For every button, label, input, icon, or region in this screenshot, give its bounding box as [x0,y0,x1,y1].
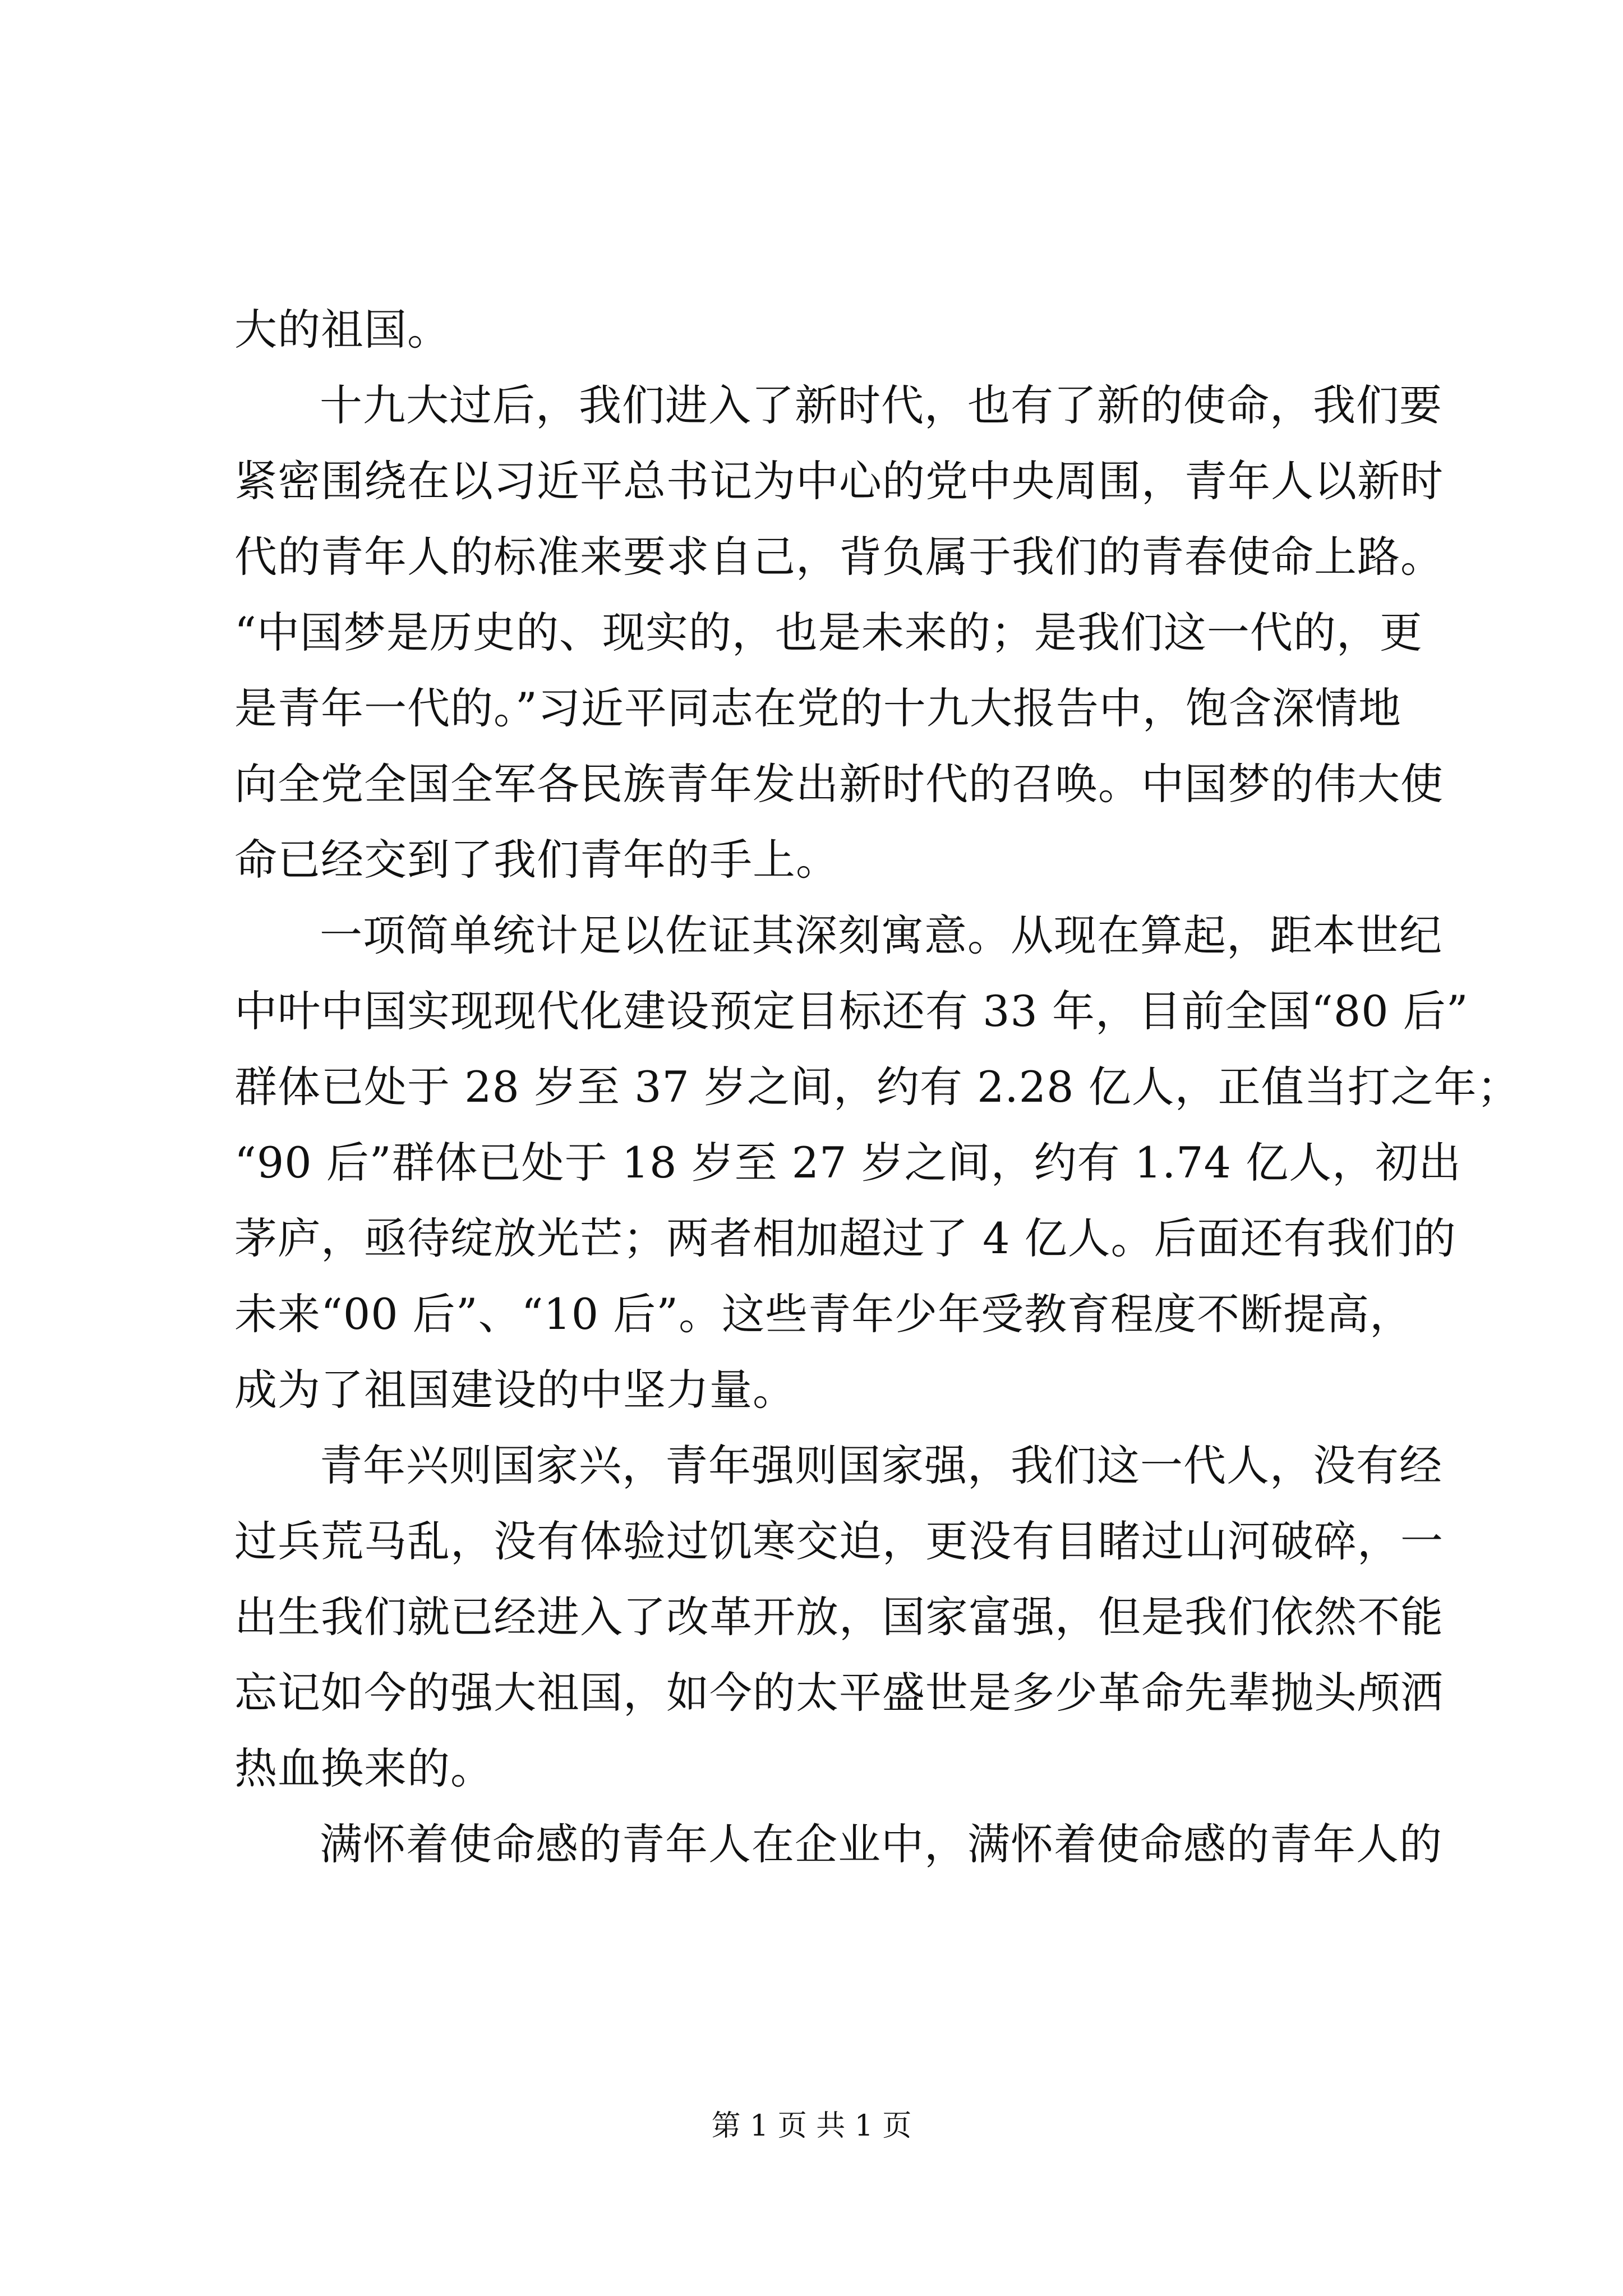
text-line: 未来“00 后”、“10 后”。这些青年少年受教育程度不断提高， [234,1289,1413,1339]
text-line: 过兵荒马乱，没有体验过饥寒交迫，更没有目睹过山河破碎，一 [234,1516,1444,1566]
text-line: 成为了祖国建设的中坚力量。 [234,1365,796,1415]
text-line: 青年兴则国家兴，青年强则国家强，我们这一代人，没有经 [320,1441,1442,1490]
text-line: 中叶中国实现现代化建设预定目标还有 33 年，目前全国“80 后” [234,986,1469,1036]
document-body [234,292,1520,1882]
text-line: 紧密围绕在以习近平总书记为中心的党中央周围，青年人以新时 [234,456,1444,506]
text-line: 茅庐，亟待绽放光芒；两者相加超过了 4 亿人。后面还有我们的 [234,1213,1456,1263]
text-line: 群体已处于 28 岁至 37 岁之间，约有 2.28 亿人，正值当打之年； [234,1062,1520,1112]
text-line: 向全党全国全军各民族青年发出新时代的召唤。中国梦的伟大使 [234,759,1444,809]
text-line: 大的祖国。 [234,305,450,355]
text-line: 满怀着使命感的青年人在企业中，满怀着使命感的青年人的 [320,1819,1442,1869]
text-line: “中国梦是历史的、现实的，也是未来的；是我们这一代的，更 [234,608,1423,657]
text-line: 是青年一代的。”习近平同志在党的十九大报告中，饱含深情地 [234,683,1401,733]
text-line: 热血换来的。 [234,1743,494,1793]
text-line: 代的青年人的标准来要求自己，背负属于我们的青春使命上路。 [234,532,1444,582]
text-line: 命已经交到了我们青年的手上。 [234,835,839,885]
text-line: “90 后”群体已处于 18 岁至 27 岁之间，约有 1.74 亿人，初出 [234,1138,1462,1188]
text-line: 忘记如今的强大祖国，如今的太平盛世是多少革命先辈抛头颅洒 [234,1668,1444,1718]
text-line: 十九大过后，我们进入了新时代，也有了新的使命，我们要 [320,380,1442,430]
page-number-footer: 第 1 页 共 1 页 [711,2109,912,2143]
text-line: 一项简单统计足以佐证其深刻寓意。从现在算起，距本世纪 [320,910,1442,960]
text-line: 出生我们就已经进入了改革开放，国家富强，但是我们依然不能 [234,1592,1444,1642]
